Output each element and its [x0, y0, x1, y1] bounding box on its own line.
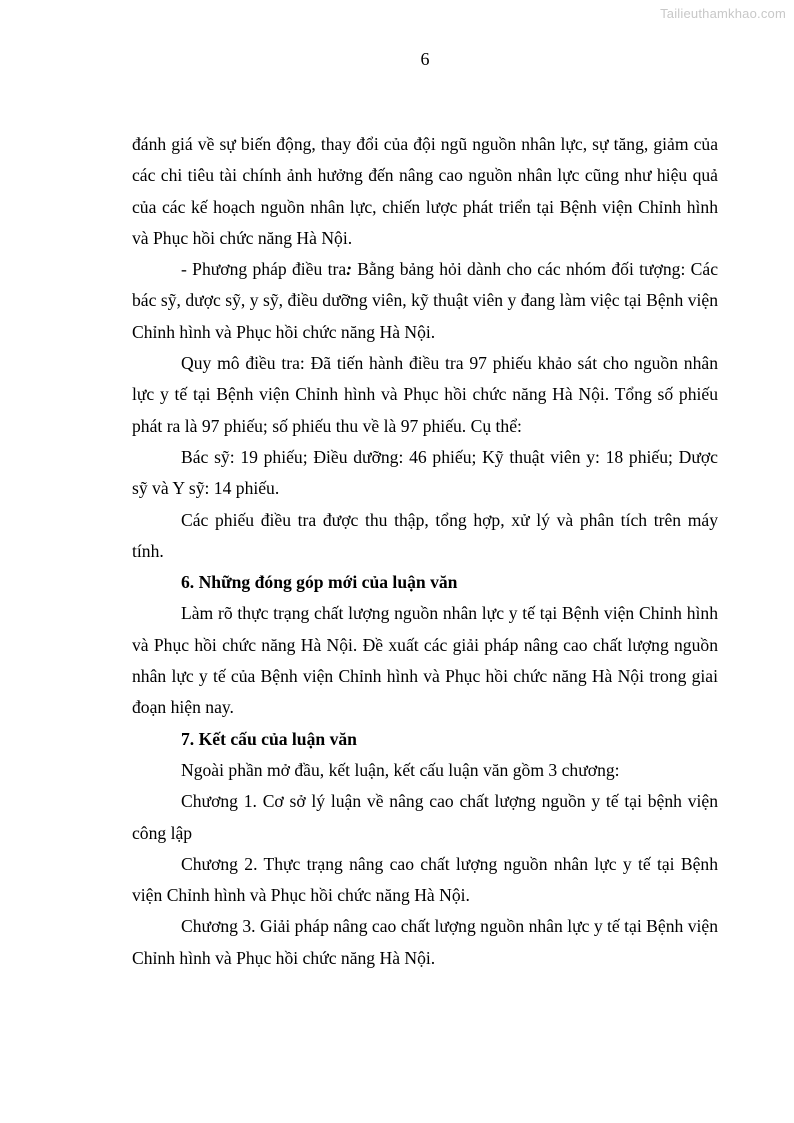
document-body — [132, 129, 718, 974]
paragraph-structure-intro: Ngoài phần mở đầu, kết luận, kết cấu luận văn gồm 3 chương: — [181, 759, 620, 780]
paragraph-chapter-3: Chương 3. Giải pháp nâng cao chất lượng nguồn nhân lực y tế tại Bệnh viện Chỉnh hình và Phục hồi chức năng Hà Nội. — [132, 916, 718, 968]
survey-method-text: Bằng bảng hỏi dành cho các nhóm đối tượng: Các bác sỹ, dược sỹ, y sỹ, điều dưỡng viên, kỹ thuật viên y đang làm việc tại Bệnh viện Chỉnh hình và Phục hồi chức năng Hà Nội. — [132, 259, 719, 342]
heading-new-contributions: 6. Những đóng góp mới của luận văn — [181, 572, 458, 593]
heading-thesis-structure: 7. Kết cấu của luận văn — [181, 728, 357, 749]
paragraph-survey-scale: Quy mô điều tra: Đã tiến hành điều tra 97 phiếu khảo sát cho nguồn nhân lực y tế tại Bệnh viện Chỉnh hình và Phục hồi chức năng Hà Nội. Tổng số phiếu phát ra là 97 phiếu; số phiếu thu về là 97 phiếu. Cụ thể: — [132, 353, 718, 436]
paragraph-evaluation-continued: đánh giá về sự biến động, thay đổi của đội ngũ nguồn nhân lực, sự tăng, giảm của các chi tiêu tài chính ảnh hưởng đến nâng cao nguồn nhân lực cũng như hiệu quả của các kế hoạch nguồn nhân lực, chiến lược phát triển tại Bệnh viện Chỉnh hình và Phục hồi chức năng Hà Nội. — [132, 134, 718, 248]
survey-method-colon: : — [346, 259, 352, 280]
paragraph-new-contributions: Làm rõ thực trạng chất lượng nguồn nhân lực y tế tại Bệnh viện Chỉnh hình và Phục hồi chức năng Hà Nội. Đề xuất các giải pháp nâng cao chất lượng nguồn nhân lực y tế của Bệnh viện Chỉnh hình và Phục hồi chức năng Hà Nội trong giai đoạn hiện nay. — [132, 603, 718, 718]
paragraph-survey-breakdown: Bác sỹ: 19 phiếu; Điều dưỡng: 46 phiếu; Kỹ thuật viên y: 18 phiếu; Dược sỹ và Y sỹ: 14 phiếu. — [132, 446, 718, 499]
paragraph-chapter-1: Chương 1. Cơ sở lý luận về nâng cao chất lượng nguồn y tế tại bệnh viện công lập — [132, 791, 718, 843]
watermark-text: Tailieuthamkhao.com — [660, 6, 786, 21]
paragraph-survey-processing: Các phiếu điều tra được thu thập, tổng hợp, xử lý và phân tích trên máy tính. — [132, 509, 718, 561]
survey-method-label: - Phương pháp điều tra — [181, 259, 347, 280]
paragraph-survey-method — [132, 254, 718, 348]
paragraph-chapter-2: Chương 2. Thực trạng nâng cao chất lượng nguồn nhân lực y tế tại Bệnh viện Chỉnh hình và Phục hồi chức năng Hà Nội. — [132, 853, 718, 906]
page-number: 6 — [420, 49, 430, 69]
